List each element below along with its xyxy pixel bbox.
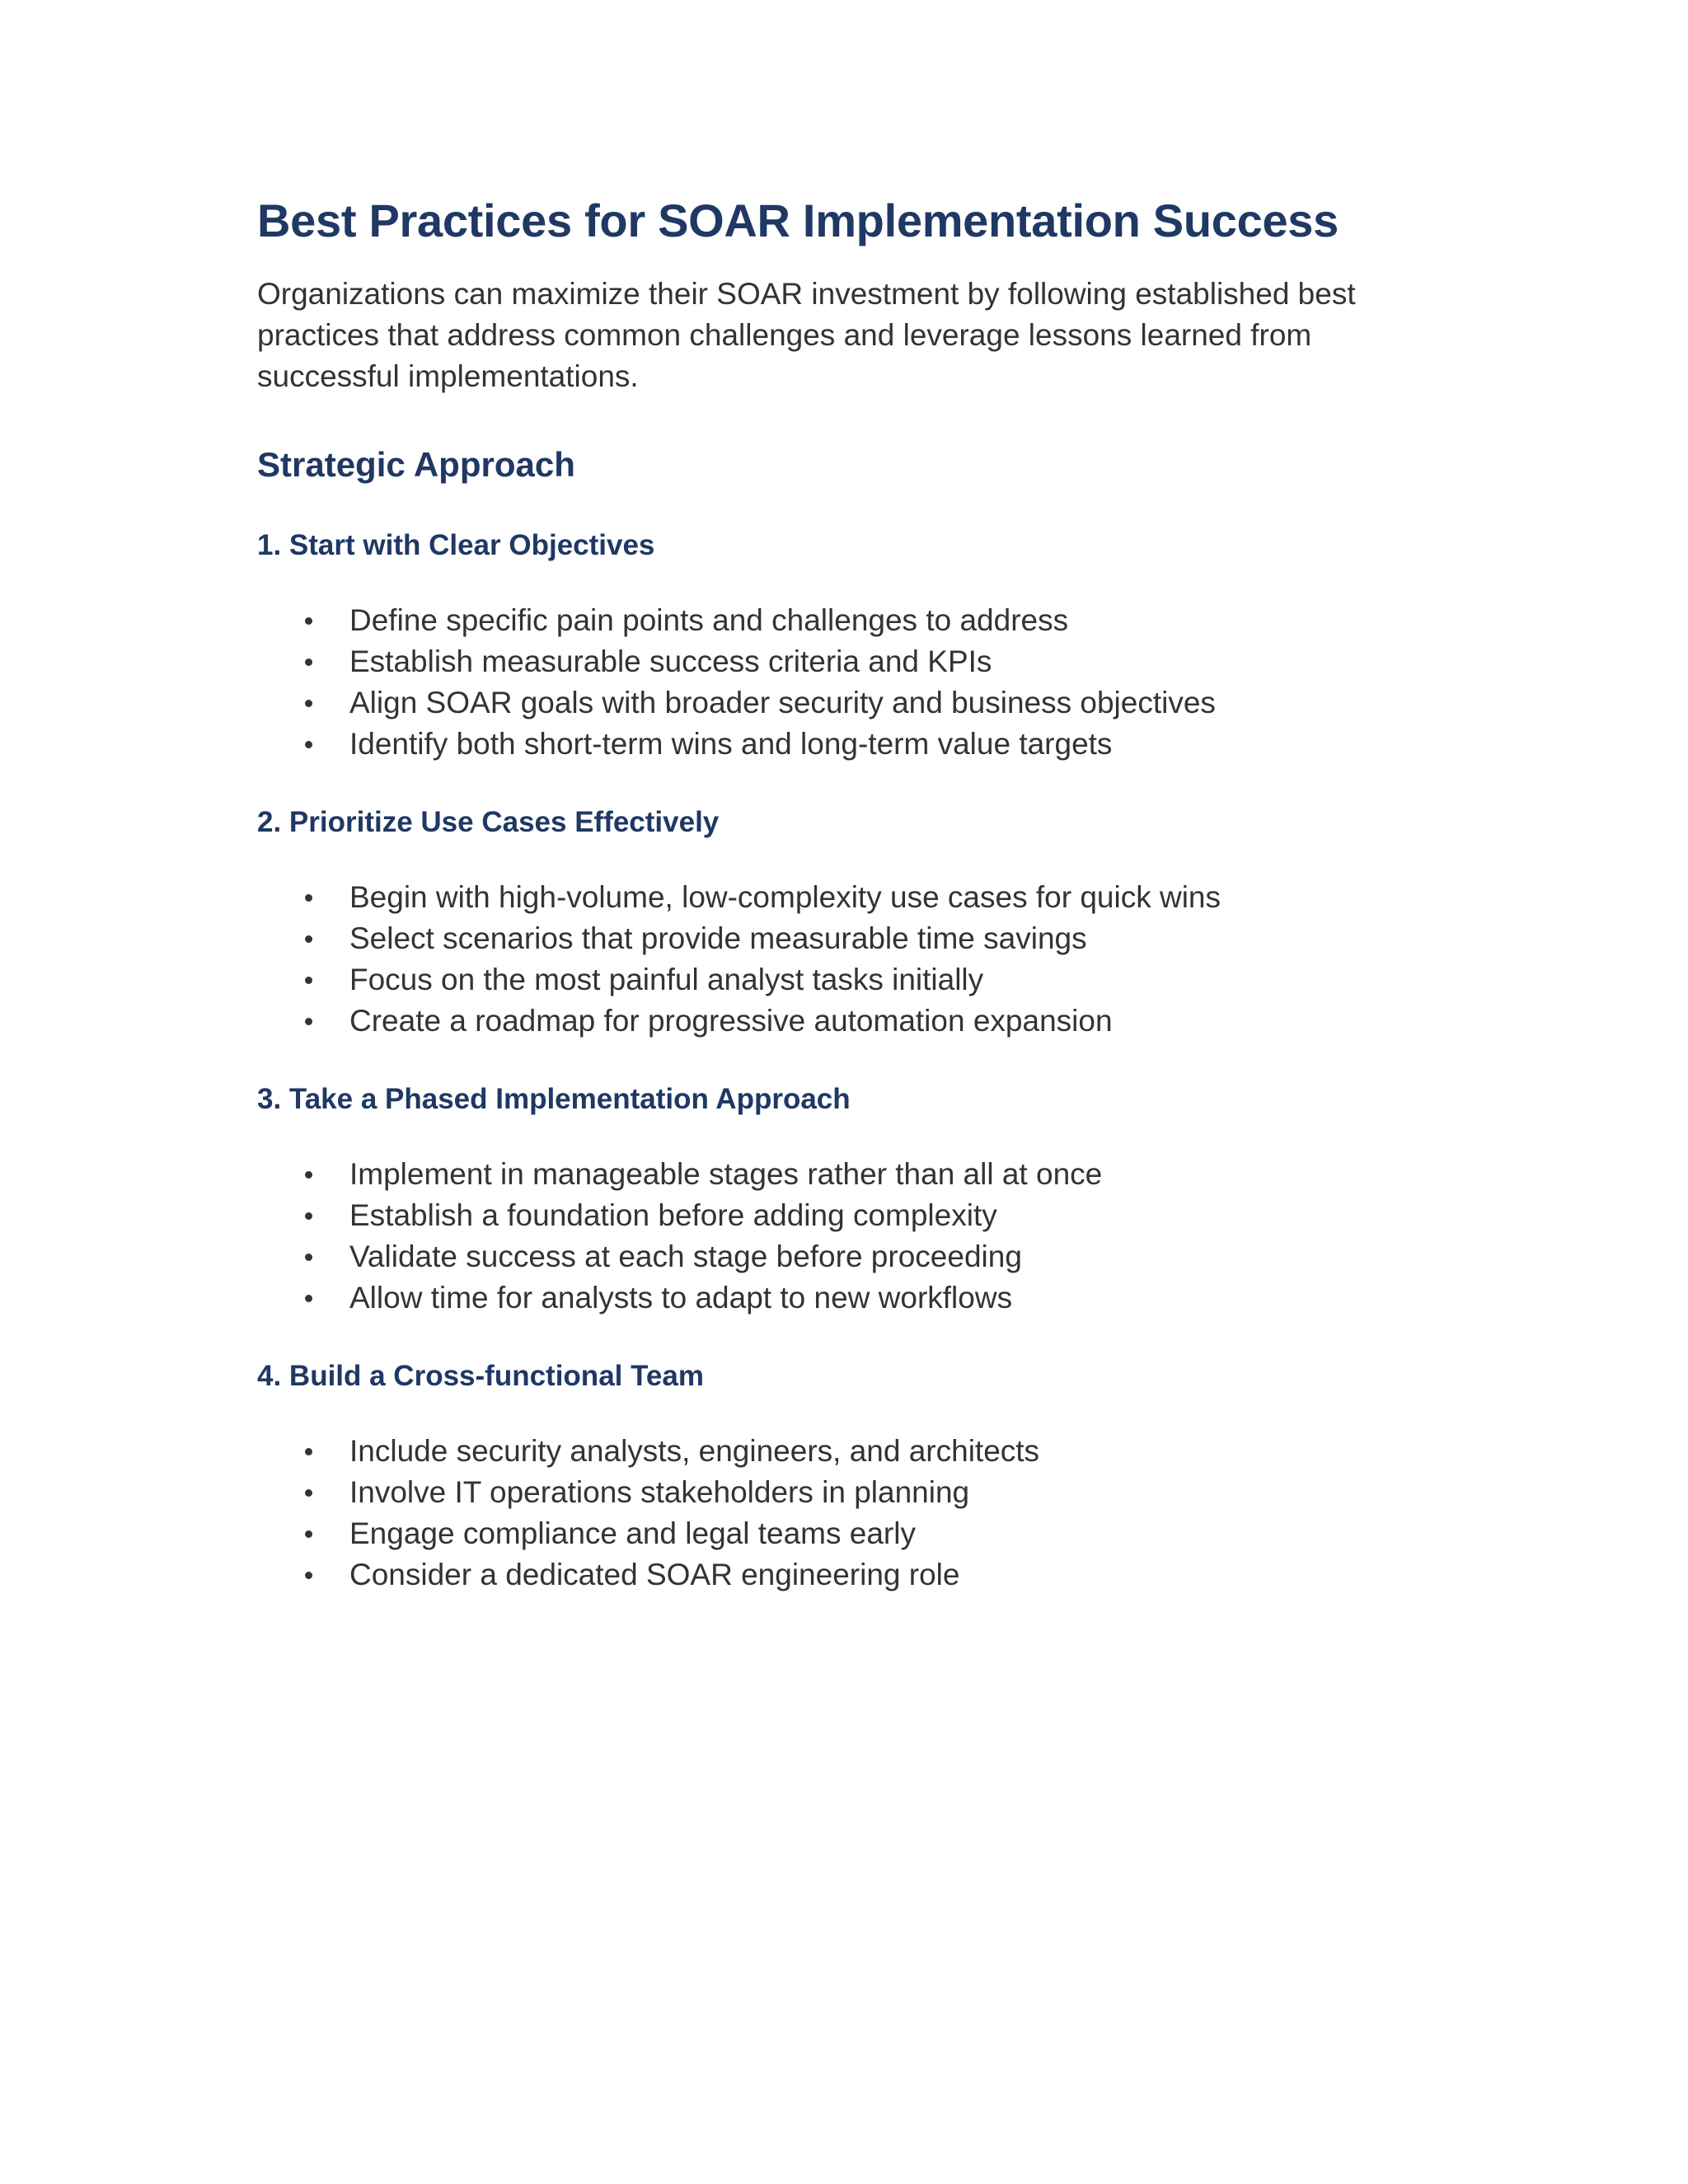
list-item-text: Begin with high-volume, low-complexity use cases for quick wins [349, 880, 1221, 914]
list-item-text: Align SOAR goals with broader security and business objectives [349, 686, 1216, 719]
subsection-heading: 1. Start with Clear Objectives [257, 529, 655, 561]
subsection-clear-objectives [257, 526, 1444, 765]
list-item [257, 959, 1444, 1001]
bullet-icon [305, 894, 312, 902]
subsection-prioritize-use-cases [257, 803, 1444, 1042]
list-item [257, 1001, 1444, 1042]
list-item [257, 724, 1444, 765]
bullet-icon [305, 1295, 312, 1302]
document-content [257, 188, 1444, 1596]
list-item [257, 918, 1444, 959]
bullet-icon [305, 700, 312, 707]
subsection-heading: 3. Take a Phased Implementation Approach [257, 1083, 851, 1115]
subsection-heading: 4. Build a Cross-functional Team [257, 1360, 704, 1392]
bullet-icon [305, 1254, 312, 1261]
bullet-icon [305, 741, 312, 748]
list-item [257, 641, 1444, 682]
list-item [257, 1513, 1444, 1554]
bullet-icon [305, 617, 312, 625]
list-item-text: Focus on the most painful analyst tasks initially [349, 963, 984, 996]
list-item-text: Engage compliance and legal teams early [349, 1516, 916, 1550]
list-item [257, 682, 1444, 724]
bullet-list [257, 600, 1444, 765]
list-item-text: Select scenarios that provide measurable time savings [349, 921, 1087, 955]
list-item [257, 877, 1444, 918]
list-item-text: Define specific pain points and challenges to address [349, 603, 1069, 637]
list-item [257, 1154, 1444, 1195]
intro-paragraph: Organizations can maximize their SOAR investment by following established best practices that address common challenges and leverage lessons learned from successful implementations. [257, 277, 1356, 393]
bullet-list [257, 1154, 1444, 1319]
list-item-text: Establish a foundation before adding complexity [349, 1198, 997, 1232]
bullet-icon [305, 1572, 312, 1579]
page-title: Best Practices for SOAR Implementation Success [257, 194, 1339, 246]
bullet-icon [305, 1530, 312, 1538]
list-item-text: Allow time for analysts to adapt to new workflows [349, 1281, 1013, 1315]
list-item-text: Include security analysts, engineers, and architects [349, 1434, 1040, 1468]
list-item-text: Consider a dedicated SOAR engineering role [349, 1558, 960, 1591]
section-heading-strategic-approach: Strategic Approach [257, 445, 575, 484]
list-item-text: Involve IT operations stakeholders in planning [349, 1475, 970, 1509]
list-item [257, 1277, 1444, 1319]
bullet-list [257, 877, 1444, 1042]
list-item-text: Identify both short-term wins and long-term value targets [349, 727, 1113, 761]
bullet-icon [305, 1489, 312, 1497]
list-item [257, 600, 1444, 641]
list-item [257, 1236, 1444, 1277]
subsection-cross-functional-team [257, 1357, 1444, 1596]
bullet-icon [305, 1171, 312, 1179]
list-item-text: Validate success at each stage before proceeding [349, 1240, 1022, 1273]
bullet-icon [305, 977, 312, 984]
bullet-icon [305, 1212, 312, 1220]
list-item-text: Establish measurable success criteria and KPIs [349, 644, 992, 678]
list-item [257, 1472, 1444, 1513]
list-item-text: Implement in manageable stages rather than all at once [349, 1157, 1103, 1191]
list-item [257, 1195, 1444, 1236]
list-item [257, 1554, 1444, 1596]
bullet-icon [305, 658, 312, 666]
list-item [257, 1431, 1444, 1472]
subsection-heading: 2. Prioritize Use Cases Effectively [257, 806, 720, 838]
bullet-icon [305, 1018, 312, 1025]
bullet-list [257, 1431, 1444, 1596]
list-item-text: Create a roadmap for progressive automation expansion [349, 1004, 1113, 1038]
bullet-icon [305, 1448, 312, 1455]
bullet-icon [305, 935, 312, 943]
subsection-phased-implementation [257, 1080, 1444, 1319]
